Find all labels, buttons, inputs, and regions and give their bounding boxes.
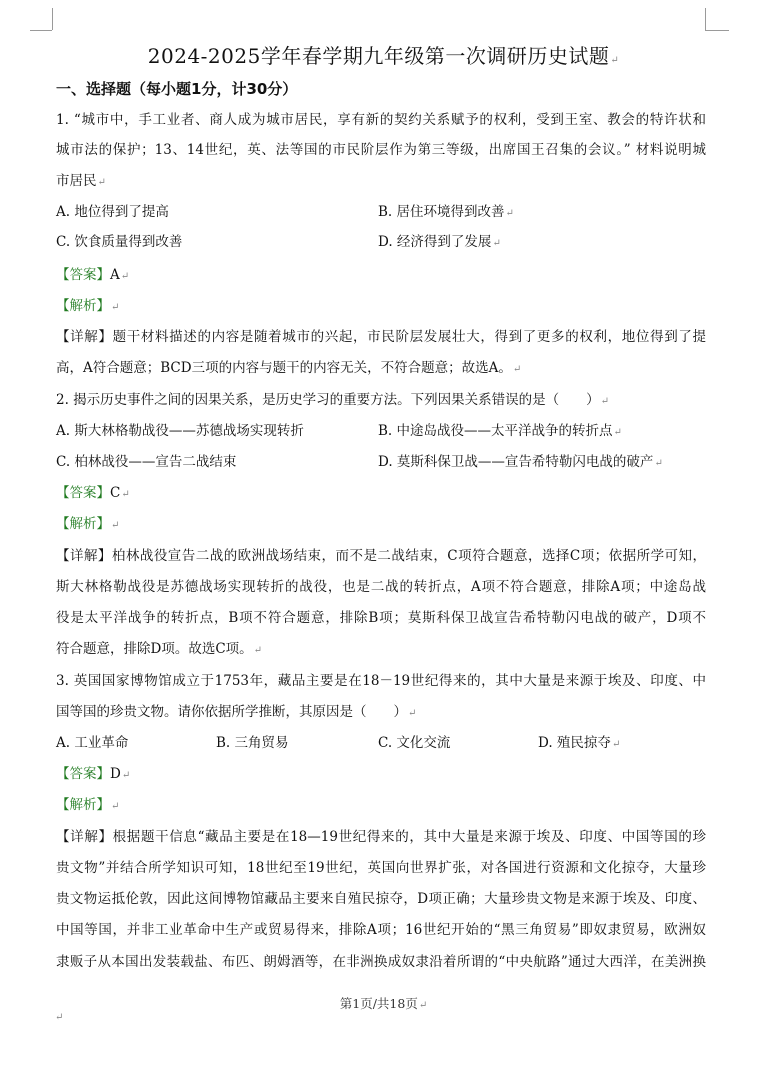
q3-option-b: B. 三角贸易 [216, 735, 289, 751]
q1-stem-line: 1. “城市中，手工业者、商人成为城市居民，享有新的契约关系赋予的权利，受到王室、教会的特许状和 [56, 112, 706, 128]
q3-stem-line: 3. 英国国家博物馆成立于1753年，藏品主要是在18－19世纪得来的，其中大量是来源于埃及、印度、中 [56, 673, 706, 689]
q2-analysis: 【解析】↵ [56, 516, 120, 532]
q3-stem-line: 国等国的珍贵文物。请你依据所学推断，其原因是（ ）↵ [56, 704, 417, 720]
document-title: 2024-2025学年春学期九年级第一次调研历史试题↵ [147, 44, 620, 68]
q2-option-b: B. 中途岛战役——太平洋战争的转折点↵ [378, 423, 622, 439]
q1-analysis: 【解析】↵ [56, 298, 120, 314]
q3-detail-line: 贵文物”并结合所学知识可知，18世纪至19世纪，英国向世界扩张，对各国进行资源和文化掠夺，大量珍 [56, 860, 706, 876]
q3-analysis: 【解析】↵ [56, 797, 120, 813]
q2-detail-line: 斯大林格勒战役是苏德战场实现转折的战役，也是二战的转折点，A项不符合题意，排除A项；中途岛战 [56, 579, 706, 595]
crop-mark-top-left [52, 8, 53, 30]
q1-option-d: D. 经济得到了发展↵ [378, 234, 501, 250]
q1-answer: 【答案】A↵ [56, 267, 130, 283]
crop-mark-top-right [705, 8, 706, 30]
page-footer: 第1页/共18页↵ [339, 996, 428, 1011]
section-heading: 一、选择题（每小题1分，计30分） [56, 80, 298, 98]
q1-option-b: B. 居住环境得到改善↵ [378, 204, 514, 220]
q1-stem-line: 城市法的保护；13、14世纪，英、法等国的市民阶层作为第三等级，出席国王召集的会议。” 材料说明城 [56, 142, 706, 158]
q2-option-c: C. 柏林战役——宣告二战结束 [56, 454, 237, 470]
q2-answer: 【答案】C↵ [56, 485, 130, 501]
q3-detail-line: 中国等国，并非工业革命中生产或贸易得来，排除A项；16世纪开始的“黑三角贸易”即奴隶贸易，欧洲奴 [56, 922, 706, 938]
q3-answer: 【答案】D↵ [56, 766, 131, 782]
q1-option-a: A. 地位得到了提高 [56, 204, 169, 220]
q3-option-a: A. 工业革命 [56, 735, 129, 751]
crop-mark-top-left [30, 30, 52, 31]
q2-detail-line: 【详解】柏林战役宣告二战的欧洲战场结束，而不是二战结束，C项符合题意，选择C项；依据所学可知， [56, 548, 706, 564]
q1-detail-line: 【详解】题干材料描述的内容是随着城市的兴起，市民阶层发展壮大，得到了更多的权利，地位得到了提 [56, 329, 706, 345]
q2-detail-line: 符合题意，排除D项。故选C项。↵ [56, 641, 263, 657]
q2-option-a: A. 斯大林格勒战役——苏德战场实现转折 [56, 423, 304, 439]
q3-detail-line: 【详解】根据题干信息“藏品主要是在18—19世纪得来的，其中大量是来源于埃及、印度、中国等国的珍 [56, 829, 707, 845]
q3-option-c: C. 文化交流 [378, 735, 451, 751]
q2-detail-line: 役是太平洋战争的转折点，B项不符合题意，排除B项；莫斯科保卫战宣告希特勒闪电战的破产，D项不 [56, 610, 706, 626]
q3-option-d: D. 殖民掠夺↵ [538, 735, 621, 751]
q3-detail-line: 隶贩子从本国出发装载盐、布匹、朗姆酒等，在非洲换成奴隶沿着所谓的“中央航路”通过大西洋，在美洲换 [56, 954, 706, 970]
crop-mark-top-right [705, 30, 729, 31]
q1-stem-line: 市居民↵ [56, 173, 106, 189]
q1-detail-line: 高，A符合题意；BCD三项的内容与题干的内容无关，不符合题意；故选A。↵ [56, 360, 522, 376]
paragraph-mark: ↵ [610, 55, 620, 66]
q3-detail-line: 贵文物运抵伦敦，因此这间博物馆藏品主要来自殖民掠夺，D项正确；大量珍贵文物是来源于埃及、印度、 [56, 891, 706, 907]
q1-option-c: C. 饮食质量得到改善 [56, 234, 183, 250]
q2-stem: 2. 揭示历史事件之间的因果关系，是历史学习的重要方法。下列因果关系错误的是（ ）↵ [56, 392, 610, 408]
paragraph-mark: ↵ [55, 1012, 64, 1023]
q2-option-d: D. 莫斯科保卫战——宣告希特勒闪电战的破产↵ [378, 454, 663, 470]
